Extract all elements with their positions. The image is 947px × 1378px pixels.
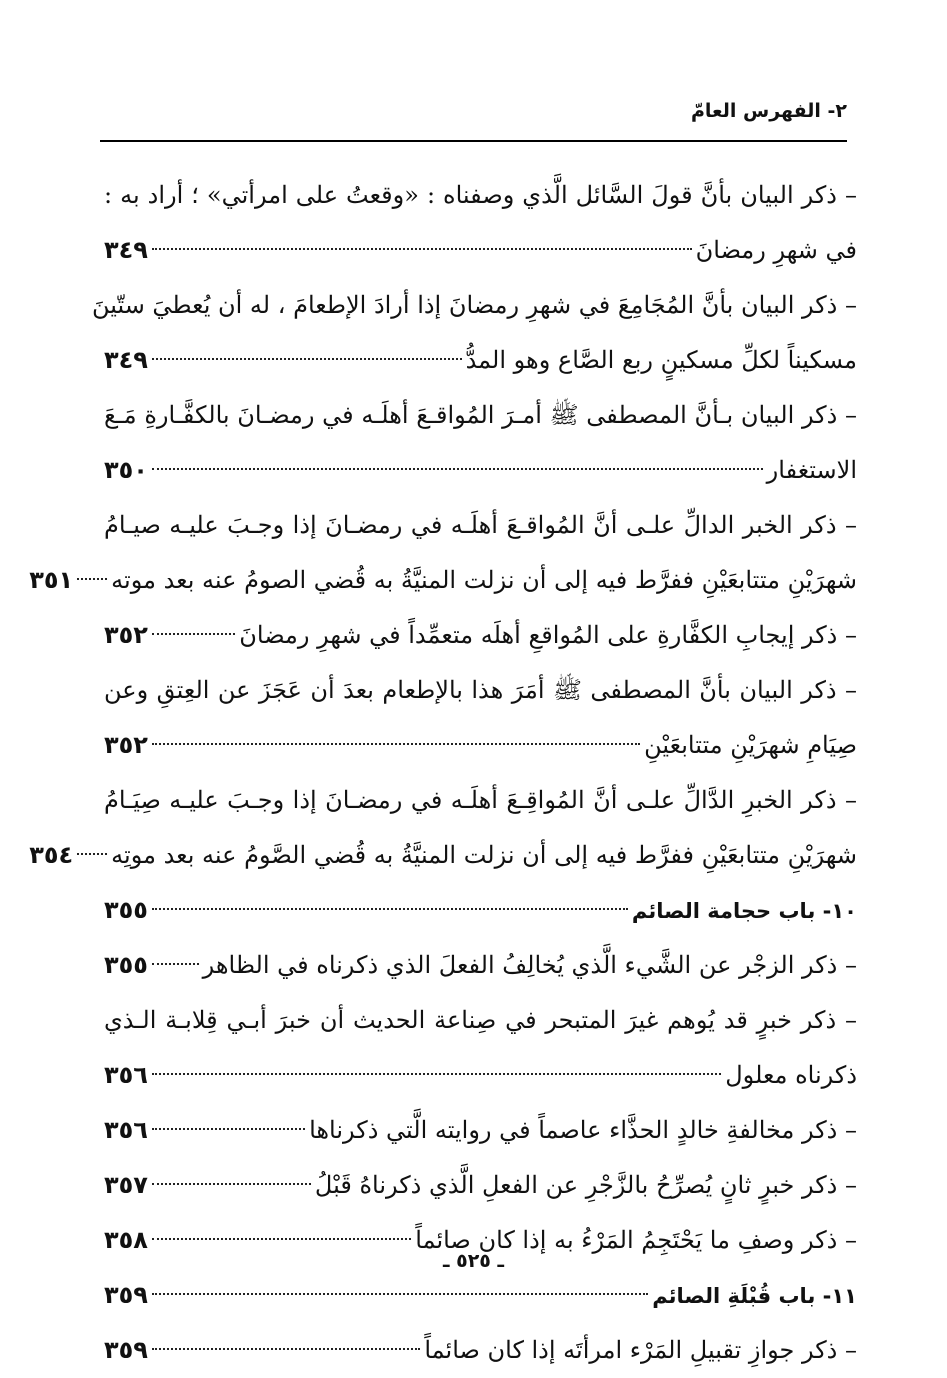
entry-line: [104, 1268, 857, 1323]
entry-line: [104, 1158, 857, 1213]
entry-line: [104, 1048, 857, 1103]
entry-line: [29, 553, 857, 608]
index-entry: [29, 773, 857, 883]
page-ref: ٣٥٢: [104, 621, 148, 649]
entry-line: [104, 718, 857, 773]
page-header: [100, 96, 847, 132]
index-entry: [104, 168, 857, 278]
entry-text: – ذكر جوازِ تقبيلِ المَرْء امرأتَه إذا كان صائماً: [424, 1336, 857, 1364]
index-entry: [104, 1103, 857, 1158]
chapter-heading: [104, 1268, 857, 1323]
entry-line: [104, 1103, 857, 1158]
dot-leader: [152, 1183, 311, 1185]
page-ref: ٣٤٩: [104, 346, 148, 374]
entry-line: [104, 388, 857, 443]
entry-text: الاستغفار: [766, 456, 857, 484]
entry-line: [104, 223, 857, 278]
dot-leader: [77, 853, 107, 855]
dot-leader: [152, 468, 763, 470]
entry-text: شهرَيْنِ متتابعَيْنِ ففرَّط فيه إلى أن نزلت المنيَّةُ به قُضي الصَّومُ عنه بعد موتِه: [111, 841, 857, 869]
dot-leader: [152, 633, 235, 635]
page-ref: ٣٥٥: [104, 951, 148, 979]
entry-line: [104, 993, 857, 1048]
dot-leader: [152, 908, 628, 910]
entry-text: ١١- باب قُبْلَةِ الصائم: [652, 1284, 857, 1308]
entry-text: – ذكر البيان بأنَّ قولَ السَّائل الَّذي وصفناه : «وقعتُ على امرأتي» ؛ أراد به :: [104, 181, 857, 209]
page-ref: ٣٥٩: [104, 1281, 148, 1309]
entry-text: شهرَيْنِ متتابعَيْنِ ففرَّط فيه إلى أن نزلت المنيَّةُ به قُضي الصومُ عنه بعد موته: [111, 566, 857, 594]
dot-leader: [152, 1348, 420, 1350]
page-ref: ٣٥٤: [29, 841, 74, 869]
page-ref: ٣٥٧: [104, 1171, 148, 1199]
entry-line: [104, 498, 857, 553]
entry-line: [91, 278, 857, 333]
index-entry: [104, 388, 857, 498]
index-entry: [104, 938, 857, 993]
header-title: ٢- الفهرس العامّ: [690, 100, 847, 122]
dot-leader: [152, 248, 692, 250]
index-entry: [104, 1323, 857, 1378]
index-entry: [104, 993, 857, 1103]
dot-leader: [152, 1073, 721, 1075]
chapter-heading: [104, 883, 857, 938]
entry-text: – ذكر مخالفةِ خالدٍ الحذَّاء عاصماً في روايته الَّتي ذكرناها: [309, 1116, 857, 1144]
entry-line: [104, 333, 857, 388]
page-number: ـ ٥٢٥ ـ: [442, 1250, 504, 1272]
entry-text: – ذكر البيان بأنَّ المُجَامِعَ في شهرِ رمضانَ إذا أرادَ الإطعامَ ، له أن يُعطيَ ستّينَ: [91, 291, 857, 319]
page-ref: ٣٥٦: [104, 1116, 148, 1144]
entry-line: [104, 168, 857, 223]
header-rule: [100, 140, 847, 142]
index-list: [29, 168, 857, 1378]
entry-line: [29, 828, 857, 883]
dot-leader: [152, 358, 462, 360]
entry-text: – ذكر الخبرِ الدَّالِّ علـى أنَّ المُواقِـعَ أهلَـه في رمضـانَ إذا وجـبَ عليـه صِيَـامُ: [104, 786, 857, 814]
page-ref: ٣٥٨: [104, 1226, 148, 1254]
entry-line: [104, 608, 857, 663]
page-ref: ٣٥١: [29, 566, 74, 594]
dot-leader: [152, 1128, 305, 1130]
entry-text: – ذكر خبرٍ ثانٍ يُصرِّحُ بالزَّجْرِ عن الفعلِ الَّذي ذكرناهُ قَبْلُ: [314, 1171, 857, 1199]
index-entry: [104, 663, 857, 773]
dot-leader: [152, 963, 199, 965]
entry-text: مسكيناً لكلِّ مسكينٍ ربع الصَّاع وهو المدُّ: [465, 346, 857, 374]
entry-text: – ذكر إيجابِ الكفَّارةِ على المُواقعِ أهلَه متعمِّداً في شهرِ رمضانَ: [239, 621, 857, 649]
page-ref: ٣٥٦: [104, 1061, 148, 1089]
entry-text: – ذكر خبرٍ قد يُوهم غيرَ المتبحر في صِناعة الحديث أن خبرَ أبـي قِلابـة الـذي: [104, 1006, 857, 1034]
dot-leader: [77, 578, 107, 580]
entry-line: [104, 773, 857, 828]
index-entry: [104, 608, 857, 663]
entry-line: [104, 938, 857, 993]
page-ref: ٣٥٢: [104, 731, 148, 759]
page-ref: ٣٥٠: [104, 456, 148, 484]
index-entry: [104, 1158, 857, 1213]
entry-text: – ذكر الخبر الدالِّ علـى أنَّ المُواقـعَ أهلَـه في رمضـانَ إذا وجـبَ عليـه صيـامُ: [104, 511, 857, 539]
index-entry: [91, 278, 857, 388]
page-ref: ٣٥٥: [104, 896, 148, 924]
entry-line: [104, 1323, 857, 1378]
entry-text: ذكرناه معلول: [725, 1061, 857, 1089]
dot-leader: [152, 1293, 648, 1295]
dot-leader: [152, 743, 640, 745]
entry-text: صِيَامِ شهرَيْنِ متتابعَيْنِ: [644, 731, 857, 759]
entry-text: – ذكر البيان بأنَّ المصطفى ﷺ أمَرَ هذا بالإطعام بعدَ أن عَجَزَ عن العِتقِ وعن: [104, 676, 857, 704]
entry-text: – ذكر وصفِ ما يَحْتَجِمُ المَرْءُ به إذا كان صائماً: [415, 1226, 857, 1254]
dot-leader: [152, 1238, 411, 1240]
entry-line: [104, 443, 857, 498]
entry-line: [104, 663, 857, 718]
entry-text: في شهرِ رمضانَ: [695, 236, 857, 264]
page-ref: ٣٥٩: [104, 1336, 148, 1364]
entry-line: [104, 883, 857, 938]
entry-text: – ذكر الزجْر عن الشَّيء الَّذي يُخالِفُ الفعلَ الذي ذكرناه في الظاهر: [202, 951, 857, 979]
entry-text: – ذكر البيان بـأنَّ المصطفى ﷺ أمـرَ المُواقـعَ أهلَـه في رمضـانَ بالكفَّـارةِ مَـعَ: [104, 401, 857, 429]
page-ref: ٣٤٩: [104, 236, 148, 264]
index-entry: [29, 498, 857, 608]
entry-text: ١٠- باب حجامة الصائم: [631, 899, 857, 923]
